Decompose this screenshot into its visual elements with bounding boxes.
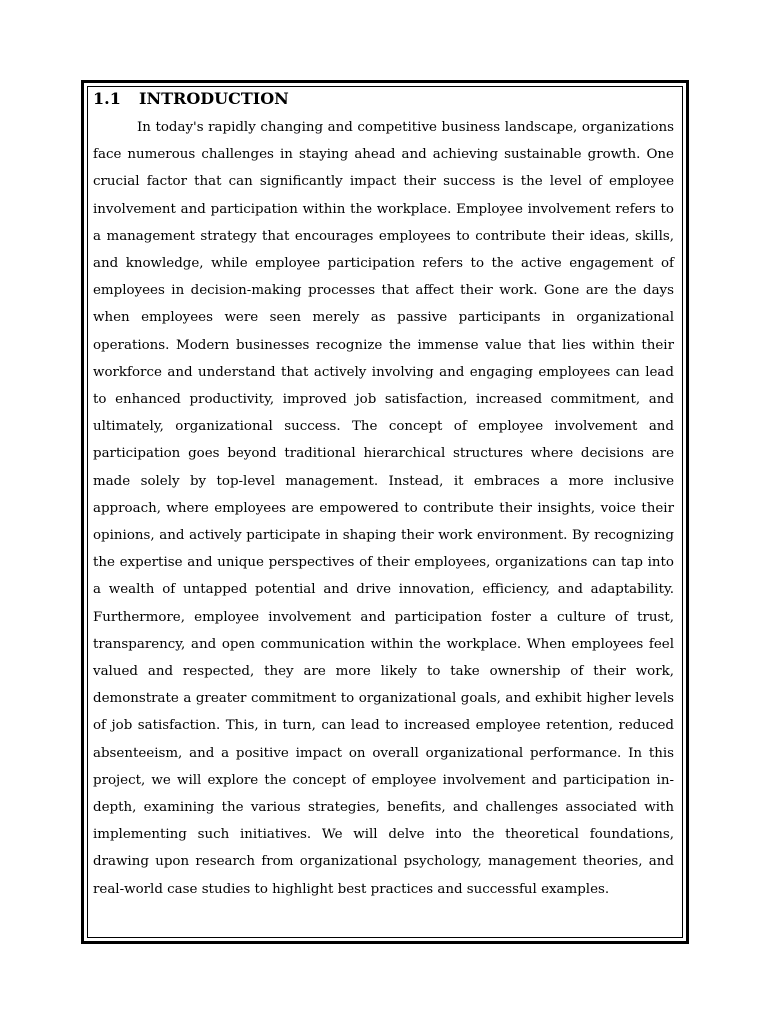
document-content [93,86,674,903]
section-title: INTRODUCTION [139,89,289,108]
introduction-paragraph: In today's rapidly changing and competitive business landscape, organizations face numerous challenges in staying ahead and achieving sustainable growth. One crucial factor that can significantly impact their success is the level of employee involvement and participation within the workplace. Employee involvement refers to a management strategy that encourages employees to contribute their ideas, skills, and knowledge, while employee participation refers to the active engagement of employees in decision-making processes that affect their work. Gone are the days when employees were seen merely as passive participants in organizational operations. Modern businesses recognize the immense value that lies within their workforce and understand that actively involving and engaging employees can lead to enhanced productivity, improved job satisfaction, increased commitment, and ultimately, organizational success. The concept of employee involvement and participation goes beyond traditional hierarchical structures where decisions are made solely by top-level management. Instead, it embraces a more inclusive approach, where employees are empowered to contribute their insights, voice their opinions, and actively participate in shaping their work environment. By recognizing the expertise and unique perspectives of their employees, organizations can tap into a wealth of untapped potential and drive innovation, efficiency, and adaptability. Furthermore, employee involvement and participation foster a culture of trust, transparency, and open communication within the workplace. When employees feel valued and respected, they are more likely to take ownership of their work, demonstrate a greater commitment to organizational goals, and exhibit higher levels of job satisfaction. This, in turn, can lead to increased employee retention, reduced absenteeism, and a positive impact on overall organizational performance. In this project, we will explore the concept of employee involvement and participation in-depth, examining the various strategies, benefits, and challenges associated with implementing such initiatives. We will delve into the theoretical foundations, drawing upon research from organizational psychology, management theories, and real-world case studies to highlight best practices and successful examples. [93,120,674,897]
section-heading [93,86,674,112]
section-number: 1.1 [93,89,121,108]
